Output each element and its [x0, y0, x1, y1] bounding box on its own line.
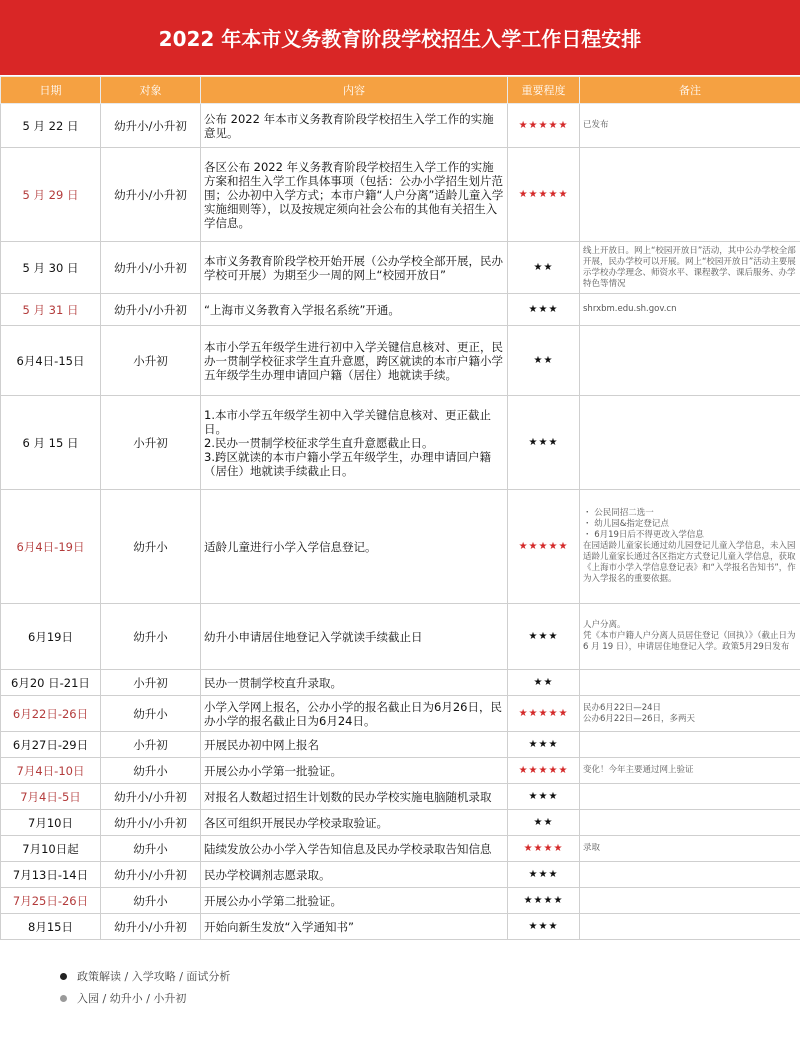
cell-target: 幼升小: [101, 836, 201, 862]
cell-date: 5 月 30 日: [1, 242, 101, 294]
table-row: [1, 810, 800, 836]
cell-importance-stars: ★★★★★: [508, 104, 580, 148]
header-target: 对象: [101, 77, 201, 104]
cell-date: 6月27日-29日: [1, 732, 101, 758]
table-row: [1, 696, 800, 732]
cell-date: 7月4日-5日: [1, 784, 101, 810]
cell-note: [580, 242, 800, 294]
table-row: [1, 242, 800, 294]
content-line: 1.本市小学五年级学生初中入学关键信息核对、更正截止日。: [204, 407, 491, 436]
cell-importance-stars: ★★★★: [508, 888, 580, 914]
cell-content: 各区公布 2022 年义务教育阶段学校招生入学工作的实施方案和招生入学工作具体事项（包括：公办小学招生划片范围；公办初中入学方式；本市户籍“人户分离”适龄儿童入学实施细则等），以及按规定须向社会公布的其他有关招生入学信息。: [201, 148, 508, 242]
cell-target: 幼升小: [101, 696, 201, 732]
cell-importance-stars: ★★★★★: [508, 696, 580, 732]
table-row: [1, 294, 800, 326]
cell-content: 适龄儿童进行小学入学信息登记。: [201, 490, 508, 604]
cell-content: 开展公办小学第二批验证。: [201, 888, 508, 914]
cell-note: [580, 914, 800, 940]
table-row: [1, 758, 800, 784]
cell-importance-stars: ★★★★★: [508, 148, 580, 242]
footer-text-1: 政策解读 / 入学攻略 / 面试分析: [77, 970, 231, 983]
note-line: 线上开放日。网上“校园开放日”活动，其中公办学校全部开展，民办学校可以开展。网上“校园开放日”活动主要展示学校办学理念、师资水平、课程教学、课后服务、办学特色等情况: [583, 245, 796, 289]
cell-target: 幼升小/小升初: [101, 242, 201, 294]
cell-importance-stars: ★★★: [508, 862, 580, 888]
table-row: [1, 670, 800, 696]
cell-importance-stars: ★★★: [508, 732, 580, 758]
table-row: [1, 104, 800, 148]
table-row: [1, 148, 800, 242]
bullet-dot-icon: [60, 973, 67, 980]
cell-content: [201, 396, 508, 490]
cell-target: 幼升小/小升初: [101, 914, 201, 940]
cell-content: 各区可组织开展民办学校录取验证。: [201, 810, 508, 836]
cell-date: 6月4日-15日: [1, 326, 101, 396]
cell-date: 8月15日: [1, 914, 101, 940]
note-line: 录取: [583, 843, 601, 853]
cell-importance-stars: ★★★: [508, 604, 580, 670]
cell-importance-stars: ★★★★★: [508, 758, 580, 784]
cell-content: 陆续发放公办小学入学告知信息及民办学校录取告知信息: [201, 836, 508, 862]
table-row: [1, 604, 800, 670]
table-row: [1, 888, 800, 914]
cell-note: [580, 810, 800, 836]
cell-note: [580, 104, 800, 148]
cell-target: 幼升小: [101, 758, 201, 784]
note-line: 在园适龄儿童家长通过幼儿园登记儿童入学信息，未入园适龄儿童家长通过各区指定方式登记儿童入学信息，获取《上海市小学入学信息登记表》和“入学报名告知书”，作为入学报名的重要依据。: [583, 541, 796, 584]
cell-date: 6月19日: [1, 604, 101, 670]
header-date: 日期: [1, 77, 101, 104]
cell-date: 6 月 15 日: [1, 396, 101, 490]
cell-date: 7月4日-10日: [1, 758, 101, 784]
note-line: 民办6月22日—24日: [583, 702, 662, 713]
table-header-row: [1, 77, 800, 104]
header-importance: 重要程度: [508, 77, 580, 104]
cell-content: 开始向新生发放“入学通知书”: [201, 914, 508, 940]
cell-target: 幼升小/小升初: [101, 294, 201, 326]
cell-importance-stars: ★★★★: [508, 836, 580, 862]
cell-importance-stars: ★★★: [508, 294, 580, 326]
cell-importance-stars: ★★★: [508, 784, 580, 810]
table-row: [1, 490, 800, 604]
cell-importance-stars: ★★: [508, 670, 580, 696]
note-line: 变化！今年主要通过网上验证: [583, 765, 694, 775]
cell-content: 对报名人数超过招生计划数的民办学校实施电脑随机录取: [201, 784, 508, 810]
footer-line-1: [60, 965, 230, 987]
cell-date: 5 月 29 日: [1, 148, 101, 242]
cell-target: 幼升小: [101, 490, 201, 604]
cell-importance-stars: ★★: [508, 242, 580, 294]
footer-tags: [60, 965, 230, 1009]
cell-content: “上海市义务教育入学报名系统”开通。: [201, 294, 508, 326]
header-content: 内容: [201, 77, 508, 104]
cell-content: 本市小学五年级学生进行初中入学关键信息核对、更正，民办一贯制学校征求学生直升意愿，跨区就读的本市户籍小学五年级学生办理申请回户籍（居住）地就读手续。: [201, 326, 508, 396]
cell-target: 幼升小: [101, 888, 201, 914]
table-row: [1, 396, 800, 490]
cell-note: [580, 148, 800, 242]
cell-note: [580, 396, 800, 490]
note-line: 公办6月22日—26日，多两天: [583, 713, 696, 724]
table-row: [1, 862, 800, 888]
cell-date: 6月4日-19日: [1, 490, 101, 604]
cell-target: 幼升小: [101, 604, 201, 670]
page-title: 2022 年本市义务教育阶段学校招生入学工作日程安排: [0, 0, 800, 75]
cell-target: 小升初: [101, 670, 201, 696]
cell-content: 民办一贯制学校直升录取。: [201, 670, 508, 696]
cell-content: 开展民办初中网上报名: [201, 732, 508, 758]
cell-content: 民办学校调剂志愿录取。: [201, 862, 508, 888]
cell-importance-stars: ★★★★★: [508, 490, 580, 604]
cell-note: [580, 784, 800, 810]
note-line: ・ 幼儿园&指定登记点: [583, 519, 669, 529]
cell-date: 5 月 31 日: [1, 294, 101, 326]
note-line: 凭《本市户籍人户分离人员居住登记（回执）》（截止日为 6 月 19 日），申请居住地登记入学。政策5月29日发布: [583, 631, 796, 652]
cell-target: 小升初: [101, 732, 201, 758]
note-line: 人户分离。: [583, 620, 626, 630]
note-line: shrxbm.edu.sh.gov.cn: [583, 304, 677, 314]
cell-date: 6月20 日-21日: [1, 670, 101, 696]
cell-target: 小升初: [101, 326, 201, 396]
schedule-table: [0, 76, 800, 940]
cell-content: 小学入学网上报名，公办小学的报名截止日为6月26日，民办小学的报名截止日为6月24日。: [201, 696, 508, 732]
cell-note: [580, 862, 800, 888]
footer-line-2: [60, 987, 230, 1009]
cell-note: [580, 888, 800, 914]
table-row: [1, 914, 800, 940]
cell-date: 6月22日-26日: [1, 696, 101, 732]
content-line: 2.民办一贯制学校征求学生直升意愿截止日。: [204, 435, 434, 450]
cell-note: [580, 326, 800, 396]
cell-target: 幼升小/小升初: [101, 810, 201, 836]
cell-note: [580, 758, 800, 784]
cell-importance-stars: ★★: [508, 810, 580, 836]
cell-date: 5 月 22 日: [1, 104, 101, 148]
cell-date: 7月10日起: [1, 836, 101, 862]
table-row: [1, 784, 800, 810]
cell-content: 公布 2022 年本市义务教育阶段学校招生入学工作的实施意见。: [201, 104, 508, 148]
cell-target: 幼升小/小升初: [101, 862, 201, 888]
cell-target: 幼升小/小升初: [101, 104, 201, 148]
cell-note: [580, 490, 800, 604]
cell-content: 开展公办小学第一批验证。: [201, 758, 508, 784]
note-line: ・ 公民同招二选一: [583, 508, 654, 518]
note-line: 已发布: [583, 120, 609, 130]
table-row: [1, 836, 800, 862]
cell-date: 7月13日-14日: [1, 862, 101, 888]
cell-importance-stars: ★★: [508, 326, 580, 396]
table-row: [1, 326, 800, 396]
cell-date: 7月25日-26日: [1, 888, 101, 914]
cell-importance-stars: ★★★: [508, 914, 580, 940]
cell-content: 本市义务教育阶段学校开始开展（公办学校全部开展，民办学校可开展）为期至少一周的网上“校园开放日”: [201, 242, 508, 294]
footer-text-2: 入园 / 幼升小 / 小升初: [77, 992, 187, 1005]
content-line: 3.跨区就读的本市户籍小学五年级学生，办理申请回户籍（居住）地就读手续截止日。: [204, 449, 491, 478]
note-line: ・ 6月19日后不得更改入学信息: [583, 530, 704, 540]
cell-content: 幼升小申请居住地登记入学就读手续截止日: [201, 604, 508, 670]
cell-date: 7月10日: [1, 810, 101, 836]
bullet-dot-icon: [60, 995, 67, 1002]
table-row: [1, 732, 800, 758]
cell-note: [580, 836, 800, 862]
cell-note: [580, 670, 800, 696]
cell-importance-stars: ★★★: [508, 396, 580, 490]
cell-note: [580, 604, 800, 670]
cell-note: [580, 696, 800, 732]
cell-note: [580, 294, 800, 326]
header-notes: 备注: [580, 77, 800, 104]
cell-target: 幼升小/小升初: [101, 784, 201, 810]
cell-target: 小升初: [101, 396, 201, 490]
cell-note: [580, 732, 800, 758]
cell-target: 幼升小/小升初: [101, 148, 201, 242]
